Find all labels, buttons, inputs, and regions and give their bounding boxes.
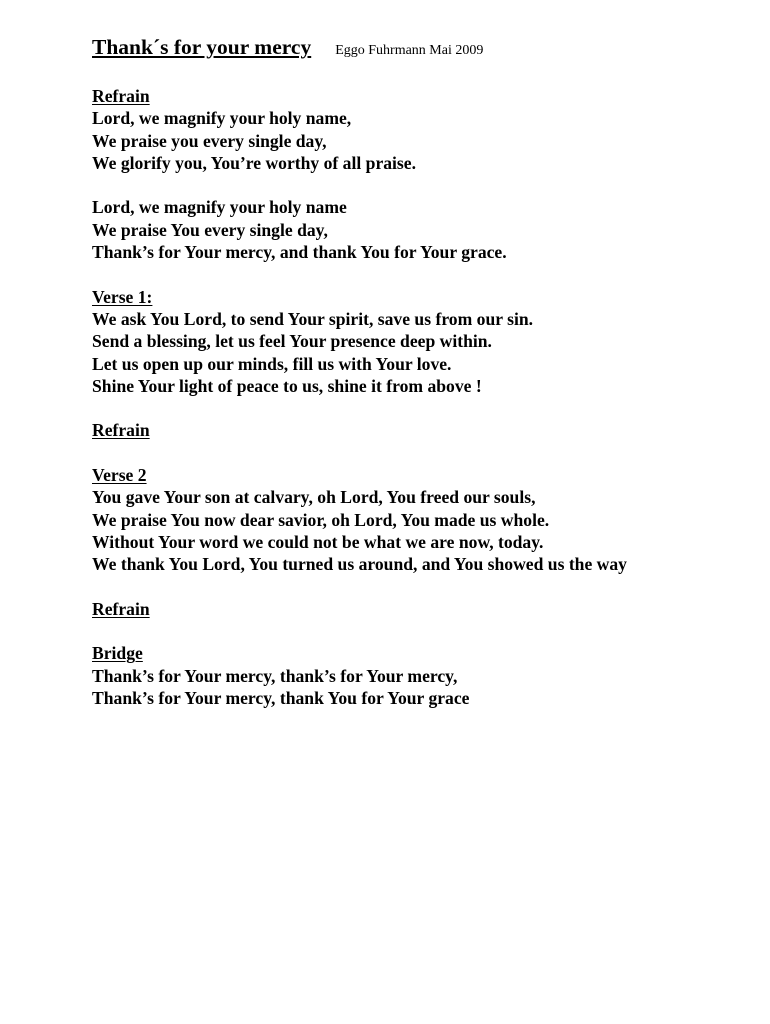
section-heading-refrain: Refrain xyxy=(92,598,150,619)
lyric-line: Let us open up our minds, fill us with Your love. xyxy=(92,353,452,374)
section-heading-refrain: Refrain xyxy=(92,420,150,441)
document-header xyxy=(92,35,483,60)
lyric-line: Lord, we magnify your holy name xyxy=(92,197,347,218)
author-date: Eggo Fuhrmann Mai 2009 xyxy=(335,43,484,58)
section-heading-bridge: Bridge xyxy=(92,643,143,664)
section-heading-verse-1: Verse 1: xyxy=(92,286,153,307)
lyric-line: Send a blessing, let us feel Your presence deep within. xyxy=(92,331,492,352)
lyric-line: We praise You every single day, xyxy=(92,219,328,240)
spacer xyxy=(92,174,762,196)
lyric-line: Lord, we magnify your holy name, xyxy=(92,108,352,129)
spacer xyxy=(92,620,762,642)
lyric-line: Thank’s for Your mercy, thank’s for Your mercy, xyxy=(92,665,458,686)
lyric-line: You gave Your son at calvary, oh Lord, You freed our souls, xyxy=(92,487,536,508)
lyric-line: We glorify you, You’re worthy of all praise. xyxy=(92,152,416,173)
lyric-line: We ask You Lord, to send Your spirit, save us from our sin. xyxy=(92,308,534,329)
lyric-line: Without Your word we could not be what we are now, today. xyxy=(92,531,544,552)
song-title: Thank´s for your mercy xyxy=(92,35,312,59)
lyric-line: Thank’s for Your mercy, thank You for Your grace xyxy=(92,688,470,709)
lyric-line: Shine Your light of peace to us, shine it from above ! xyxy=(92,375,482,396)
spacer xyxy=(92,442,762,464)
lyric-line: Thank’s for Your mercy, and thank You for Your grace. xyxy=(92,242,507,263)
lyrics-body xyxy=(92,85,762,709)
spacer xyxy=(92,576,762,598)
section-heading-refrain: Refrain xyxy=(92,86,150,106)
spacer xyxy=(92,397,762,419)
lyric-line: We thank You Lord, You turned us around, and You showed us the way xyxy=(92,554,627,575)
section-heading-verse-2: Verse 2 xyxy=(92,465,147,486)
spacer xyxy=(92,263,762,285)
lyric-line: We praise you every single day, xyxy=(92,130,327,151)
lyric-line: We praise You now dear savior, oh Lord, You made us whole. xyxy=(92,509,550,530)
